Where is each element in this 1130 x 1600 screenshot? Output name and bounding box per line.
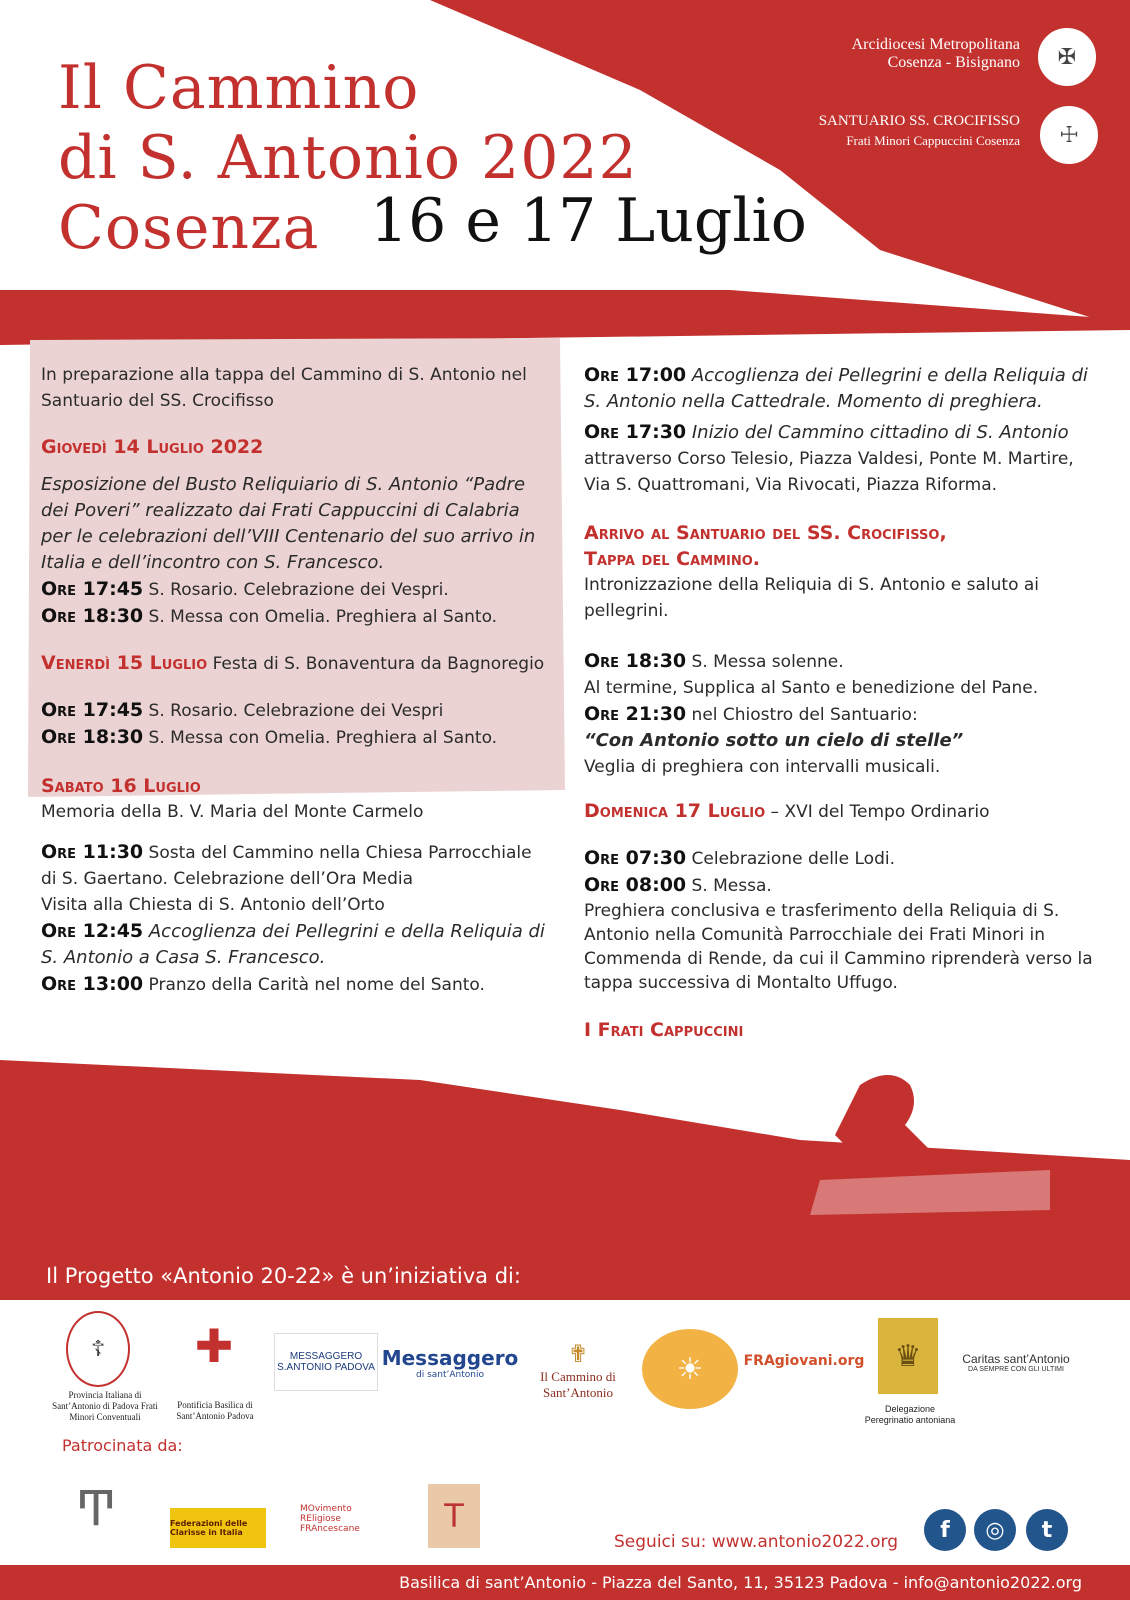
closing-text: Preghiera conclusiva e trasferimento della Reliquia di S. Antonio nella Comunità Parrocchiale dei Frati Minori in Commenda di Rende, da cui il Cammino riprenderà verso la tappa successiva di Montalto Uffugo. <box>584 901 1093 993</box>
org2-line1: SANTUARIO SS. CROCIFISSO <box>818 113 1020 129</box>
event: Inizio del Cammino cittadino di S. Antonio <box>686 422 1069 443</box>
time: Ore 18:30 <box>584 650 687 672</box>
logo9-text: Caritas sant’Antonio <box>962 1351 1070 1366</box>
parchment-tau-icon: T <box>428 1484 480 1548</box>
event: Pranzo della Carità nel nome del Santo. <box>143 975 485 995</box>
saturday-visit: Visita alla Chiesta di S. Antonio dell’Orto <box>41 895 385 915</box>
intro-text: In preparazione alla tappa del Cammino di S. Antonio nel Santuario del SS. Crocifisso <box>41 365 527 411</box>
event: nel Chiostro del Santuario: <box>686 705 918 725</box>
day-saturday: Sabato 16 Luglio <box>41 775 201 797</box>
logo4-text: Messaggero <box>381 1346 519 1370</box>
time: Ore 18:30 <box>41 726 144 748</box>
veglia-description: Veglia di preghiera con intervalli musicali. <box>584 757 941 777</box>
signature: I Frati Cappuccini <box>584 1019 744 1041</box>
thursday-description: Esposizione del Busto Reliquiario di S. Antonio “Padre dei Poveri” realizzato dai Frati Cappuccini di Calabria per le celebrazioni dell’VIII Centenario del suo arrivo in Italia e dell’incontro con S. Francesco. <box>41 474 536 573</box>
basilica-crest-icon: ✚ <box>168 1303 260 1389</box>
event: S. Messa solenne. <box>686 652 844 672</box>
saturday-description: Memoria della B. V. Maria del Monte Carmelo <box>41 802 424 822</box>
cammino-logo <box>523 1325 633 1415</box>
clarisse-logo: Federazioni delle Clarisse in Italia <box>170 1508 266 1548</box>
time: Ore 11:30 <box>41 841 144 863</box>
archdiocese-seal-icon: ✠ <box>1036 26 1098 88</box>
schedule-row <box>41 697 551 724</box>
subtitle: Santuario SS. Crocifisso della Riforma <box>48 292 634 328</box>
santuario-seal-icon: ☩ <box>1038 104 1100 166</box>
schedule-row <box>584 845 1100 872</box>
event: S. Messa con Omelia. Preghiera al Santo. <box>143 607 498 627</box>
logo2-caption: Pontificia Basilica di Sant’Antonio Padova <box>176 1400 254 1421</box>
schedule-row <box>584 419 1100 446</box>
tau-icon: ✟ <box>567 1341 589 1368</box>
facebook-icon[interactable]: f <box>924 1509 966 1551</box>
event: S. Messa con Omelia. Preghiera al Santo. <box>143 728 498 748</box>
time: Ore 17:30 <box>584 421 687 443</box>
arrival-heading-2: Tappa del Cammino. <box>584 548 760 570</box>
title-date: 16 e 17 Luglio <box>370 186 807 256</box>
sunday-description: – XVI del Tempo Ordinario <box>765 802 990 822</box>
org1-line2: Cosenza - Bisignano <box>887 54 1020 71</box>
twitter-icon[interactable]: t <box>1026 1509 1068 1551</box>
time: Ore 17:00 <box>584 364 687 386</box>
schedule-row <box>41 603 551 630</box>
caritas-logo <box>956 1341 1076 1383</box>
left-column <box>41 362 551 998</box>
patron-tau-logo-icon: Ͳ <box>60 1466 132 1552</box>
schedule-row <box>584 648 1100 675</box>
arrival-description: Intronizzazione della Reliquia di S. Antonio e saluto ai pellegrini. <box>584 575 1040 621</box>
friday-description: Festa di S. Bonaventura da Bagnoregio <box>207 654 545 674</box>
event: S. Messa. <box>686 876 772 896</box>
provincia-logo-icon: ☦ <box>66 1311 130 1387</box>
instagram-icon[interactable]: ◎ <box>974 1509 1016 1551</box>
org-santuario <box>819 112 1020 150</box>
event: Accoglienza dei Pellegrini e della Reliquia di S. Antonio nella Cattedrale. Momento di preghiera. <box>584 365 1088 412</box>
time: Ore 18:30 <box>41 605 144 627</box>
schedule-row <box>584 872 1100 899</box>
time: Ore 08:00 <box>584 874 687 896</box>
day-sunday: Domenica 17 Luglio <box>584 800 766 822</box>
schedule-row <box>41 839 551 892</box>
address-footer: Basilica di sant’Antonio - Piazza del Santo, 11, 35123 Padova - info@antonio2022.org <box>399 1573 1082 1592</box>
schedule-row <box>584 701 1100 728</box>
schedule-row <box>41 918 551 971</box>
time: Ore 17:45 <box>41 699 144 721</box>
logo5-text: Il Cammino di Sant’Antonio <box>540 1368 616 1400</box>
logo8-caption: Delegazione Peregrinatio antoniana <box>864 1404 956 1425</box>
movimento-logo: MOvimento REligiose FRAncescane <box>300 1496 390 1542</box>
project-text: Il Progetto «Antonio 20-22» è un’iniziativa di: <box>46 1264 521 1288</box>
time: Ore 12:45 <box>41 920 144 942</box>
event: Accoglienza dei Pellegrini e della Reliquia di S. Antonio a Casa S. Francesco. <box>41 921 545 968</box>
event: Celebrazione delle Lodi. <box>686 849 895 869</box>
day-friday-row <box>41 650 551 677</box>
time: Ore 17:45 <box>41 578 144 600</box>
messaggero-logo <box>381 1340 519 1386</box>
fragiovani-logo: FRAgiovani.org <box>746 1340 862 1382</box>
schedule-row <box>41 576 551 603</box>
follow-text: Seguici su: www.antonio2022.org <box>614 1532 899 1552</box>
day-friday: Venerdì 15 Luglio <box>41 652 208 674</box>
org2-line2: Frati Minori Cappuccini Cosenza <box>846 133 1020 148</box>
logo4-sub: di sant’Antonio <box>416 1370 484 1380</box>
time: Ore 21:30 <box>584 703 687 725</box>
veglia-title: “Con Antonio sotto un cielo di stelle” <box>584 730 964 751</box>
org-archdiocese <box>852 36 1020 72</box>
event: Sosta del Cammino nella Chiesa Parrocchiale di S. Gaertano. Celebrazione dell’Ora Media <box>41 843 532 889</box>
supplica-text: Al termine, Supplica al Santo e benedizione del Pane. <box>584 678 1039 698</box>
title-city: Cosenza <box>58 193 320 263</box>
title-line1: Il Cammino <box>58 53 420 123</box>
title-line2: di S. Antonio 2022 <box>58 123 638 193</box>
logo1-caption: Provincia Italiana di Sant’Antonio di Padova Frati Minori Conventuali <box>52 1390 158 1422</box>
time: Ore 13:00 <box>41 973 144 995</box>
right-column <box>584 362 1100 1043</box>
schedule-row <box>41 724 551 751</box>
event: S. Rosario. Celebrazione dei Vespri. <box>143 580 449 600</box>
org1-line1: Arcidiocesi Metropolitana <box>851 36 1020 53</box>
day-thursday: Giovedì 14 Luglio 2022 <box>41 436 264 458</box>
schedule-row <box>41 971 551 998</box>
day-sunday-row <box>584 798 1100 825</box>
reliquary-image-icon: ♛ <box>878 1318 938 1394</box>
arrival-heading-1: Arrivo al Santuario del SS. Crocifisso, <box>584 522 947 544</box>
sun-walker-logo-icon: ☀ <box>642 1329 738 1409</box>
messaggero-padova-logo: MESSAGGERO S.ANTONIO PADOVA <box>274 1333 378 1391</box>
event: S. Rosario. Celebrazione dei Vespri <box>143 701 444 721</box>
patrocinata-label: Patrocinata da: <box>62 1436 183 1455</box>
logo9-sub: DA SEMPRE CON GLI ULTIMI <box>968 1365 1064 1373</box>
time: Ore 07:30 <box>584 847 687 869</box>
schedule-row <box>584 362 1100 415</box>
route-text: attraverso Corso Telesio, Piazza Valdesi, Ponte M. Martire, Via S. Quattromani, Via Rivocati, Piazza Riforma. <box>584 449 1074 495</box>
